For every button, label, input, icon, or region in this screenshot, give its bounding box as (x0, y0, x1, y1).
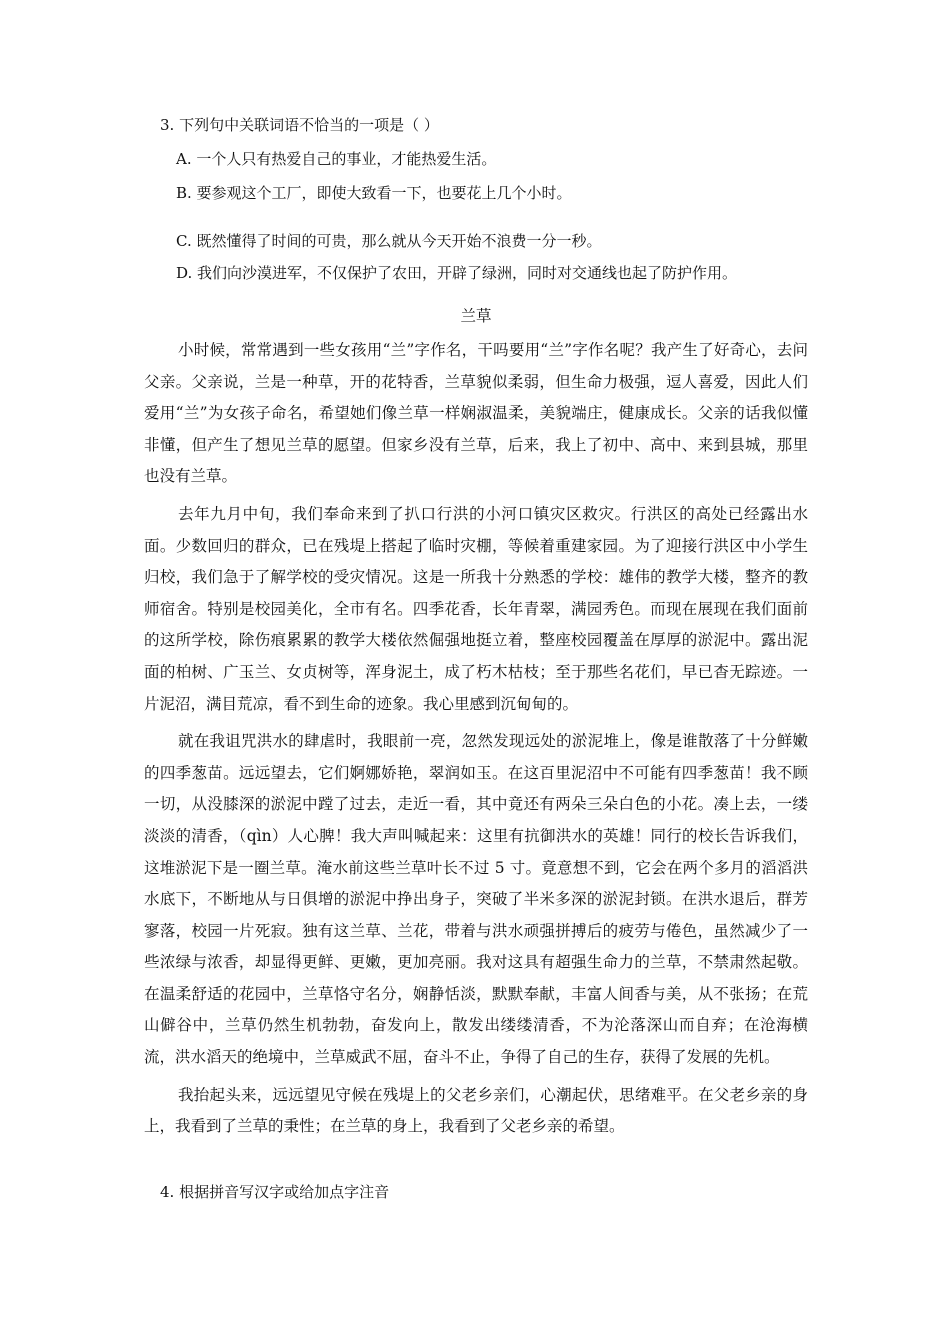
passage-title: 兰草 (460, 307, 492, 325)
option-b: B. 要参观这个工厂，即使大致看一下，也要花上几个小时。 (176, 184, 572, 202)
option-a: A. 一个人只有热爱自己的事业，才能热爱生活。 (176, 150, 497, 168)
paragraph-4: 我抬起头来，远远望见守候在残堤上的父老乡亲们，心潮起伏，思绪难平。在父老乡亲的身上，我看到了兰草的秉性；在兰草的身上，我看到了父老乡亲的希望。 (144, 1085, 808, 1136)
question-4-title: 4. 根据拼音写汉字或给加点字注音 (160, 1183, 390, 1201)
paragraph-2: 去年九月中旬，我们奉命来到了扒口行洪的小河口镇灾区救灾。行洪区的高处已经露出水面。少数回归的群众，已在残堤上搭起了临时灾棚，等候着重建家园。为了迎接行洪区中小学生归校，我们急于了解学校的受灾情况。这是一所我十分熟悉的学校：雄伟的教学大楼，整齐的教师宿舍。特别是校园美化，全市有名。四季花香，长年青翠，满园秀色。而现在展现在我们面前的这所学校，除伤痕累累的教学大楼依然倔强地挺立着，整座校园覆盖在厚厚的淤泥中。露出泥面的柏树、广玉兰、女贞树等，浑身泥土，成了朽木枯枝；至于那些名花们，早已杳无踪迹。一片泥沼，满目荒凉，看不到生命的迹象。我心里感到沉甸甸的。 (144, 504, 808, 713)
option-c: C. 既然懂得了时间的可贵，那么就从今天开始不浪费一分一秒。 (176, 232, 602, 250)
option-d: D. 我们向沙漠进军，不仅保护了农田，开辟了绿洲，同时对交通线也起了防护作用。 (176, 264, 738, 282)
question-3-title: 3. 下列句中关联词语不恰当的一项是（ ） (160, 116, 439, 134)
paragraph-1: 小时候，常常遇到一些女孩用“兰”字作名，干吗要用“兰”字作名呢？我产生了好奇心，去问父亲。父亲说，兰是一种草，开的花特香，兰草貌似柔弱，但生命力极强，逗人喜爱，因此人们爱用“兰”为女孩子命名，希望她们像兰草一样娴淑温柔，美貌端庄，健康成长。父亲的话我似懂非懂，但产生了想见兰草的愿望。但家乡没有兰草，后来，我上了初中、高中、来到县城，那里也没有兰草。 (144, 341, 808, 486)
reading-passage (144, 305, 808, 1149)
paragraph-3: 就在我诅咒洪水的肆虐时，我眼前一亮，忽然发现远处的淤泥堆上，像是谁散落了十分鲜嫩的四季葱苗。远远望去，它们婀娜娇艳，翠润如玉。在这百里泥沼中不可能有四季葱苗！我不顾一切，从没膝深的淤泥中蹚了过去，走近一看，其中竟还有两朵三朵白色的小花。凑上去，一缕淡淡的清香，（qìn）人心脾！我大声叫喊起来：这里有抗御洪水的英雄！同行的校长告诉我们，这堆淤泥下是一圈兰草。淹水前这些兰草叶长不过 5 寸。竟意想不到，它会在两个多月的滔滔洪水底下，不断地从与日俱增的淤泥中挣出身子，突破了半米多深的淤泥封锁。在洪水退后，群芳寥落，校园一片死寂。独有这兰草、兰花，带着与洪水顽强拼搏后的疲劳与倦色，虽然减少了一些浓绿与浓香，却显得更鲜、更嫩，更加亮丽。我对这具有超强生命力的兰草，不禁肃然起敬。在温柔舒适的花园中，兰草恪守名分，娴静恬淡，默默奉献，丰富人间香与美，从不张扬；在荒山僻谷中，兰草仍然生机勃勃，奋发向上，散发出缕缕清香，不为沦落深山而自弃；在沧海横流，洪水滔天的绝境中，兰草威武不屈，奋斗不止，争得了自己的生存，获得了发展的先机。 (144, 732, 808, 1067)
question-3 (160, 114, 810, 284)
